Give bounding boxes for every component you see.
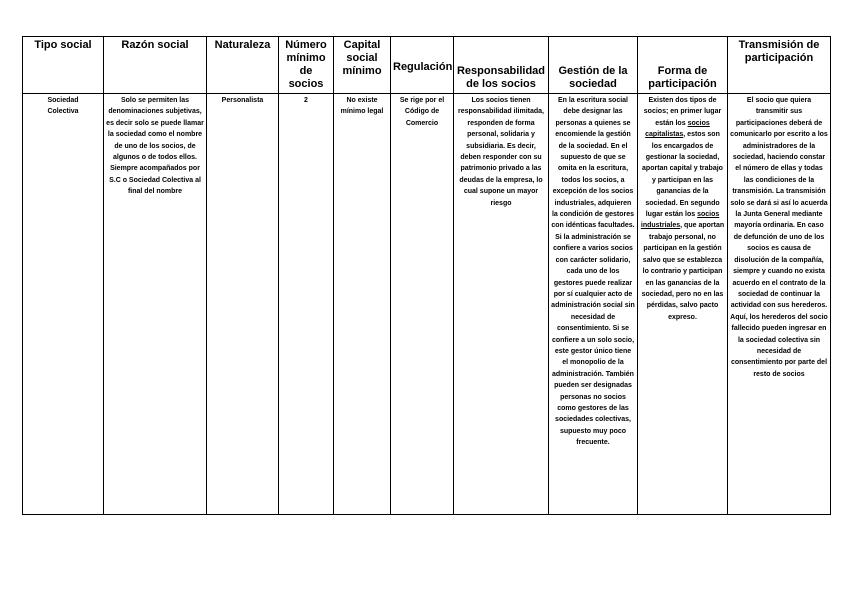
cell-numero-minimo: 2 (279, 94, 334, 515)
tipo-line2: Colectiva (47, 108, 79, 116)
header-row (23, 37, 831, 94)
cell-forma-participacion (638, 94, 728, 515)
header-forma-line1: Forma de (657, 65, 708, 77)
header-capital-line3: mínimo (342, 65, 382, 77)
header-naturaleza: Naturaleza (207, 37, 279, 94)
cell-capital-social: No existe mínimo legal (334, 94, 391, 515)
cell-naturaleza: Personalista (207, 94, 279, 515)
forma-text-e: , que aportan trabajo personal, no participan en la gestión salvo que se establezca lo contrario y participan en las ganancias de la sociedad, pero no en las pérdidas, salvo pacto expreso. (641, 222, 725, 321)
socios-industriales-term: socios industriales (640, 211, 720, 230)
header-gestion-line2: sociedad (569, 78, 617, 90)
header-transmision-line2: participación (744, 52, 814, 64)
header-transmision-line1: Transmisión de (738, 39, 820, 51)
table-row (23, 94, 831, 515)
header-numero-line1: Número (285, 39, 327, 51)
header-gestion-line1: Gestión de la (558, 65, 628, 77)
header-tipo-social: Tipo social (23, 37, 104, 94)
cell-responsabilidad: Los socios tienen responsabilidad ilimitada, responden de forma personal, solidaria y subsidiaria. Es decir, deben responder con su patrimonio privado a las deudas de la empresa, lo cual supone un mayor riesgo (454, 94, 549, 515)
cell-razon-social: Solo se permiten las denominaciones subjetivas, es decir solo se puede llamar la sociedad como el nombre de uno de los socios, de algunos o de todos ellos. Siempre acompañados por S.C o Sociedad Colectiva al final del nombre (104, 94, 207, 515)
header-forma-line2: participación (648, 78, 717, 90)
header-numero-minimo (279, 37, 334, 94)
cell-regulacion: Se rige por el Código de Comercio (391, 94, 454, 515)
header-responsabilidad-line1: Responsabilidad (456, 65, 546, 77)
header-capital-social (334, 37, 391, 94)
cell-tipo-social (23, 94, 104, 515)
header-capital-line1: Capital (343, 39, 381, 51)
cell-transmision: El socio que quiera transmitir sus participaciones deberá de comunicarlo por escrito a los administradores de la sociedad, haciendo constar el número de ellas y todas las condiciones de la transmisión. La transmisión solo se dará si así lo acuerda la Junta General mediante mayoría ordinaria. En caso de defunción de uno de los socios es causa de disolución de la compañía, siempre y cuando no exista acuerdo en el contrato de la sociedad de continuar la actividad con sus herederos. Aquí, los herederos del socio fallecido pueden ingresar en la sociedad colectiva sin necesidad de consentimiento por parte del resto de socios (728, 94, 831, 515)
header-responsabilidad (454, 37, 549, 94)
company-types-table (22, 36, 831, 515)
header-gestion (549, 37, 638, 94)
header-regulacion: Regulación (391, 37, 454, 94)
forma-text-c: , estos son los encargados de gestionar la sociedad, aportan capital y trabajo y participan en las ganancias de la sociedad. En segundo lugar están los (642, 131, 723, 219)
header-razon-social: Razón social (104, 37, 207, 94)
header-capital-line2: social (346, 52, 378, 64)
header-responsabilidad-line2: de los socios (466, 78, 536, 90)
header-numero-line3: de socios (288, 65, 324, 90)
tipo-line1: Sociedad (47, 97, 79, 104)
header-forma-participacion (638, 37, 728, 94)
socios-capitalistas-term: socios capitalistas (645, 119, 710, 139)
forma-text-a: Existen dos tipos de socios; en primer lugar están los (643, 97, 722, 127)
header-numero-line2: mínimo (286, 52, 326, 64)
cell-gestion: En la escritura social debe designar las personas a quienes se encomiende la gestión de la sociedad. En el supuesto de que se omita en la escritura, todos los socios, a excepción de los socios industriales, adquieren la condición de gestores con idénticas facultades. Si la administración se confiere a varios socios con carácter solidario, cada uno de los gestores puede realizar por sí cualquier acto de administración social sin necesidad de consentimiento. Si se confiere a un solo socio, este gestor único tiene el monopolio de la administración. También pueden ser designadas personas no socios como gestores de las sociedades colectivas, supuesto muy poco frecuente. (549, 94, 638, 515)
header-transmision (728, 37, 831, 94)
